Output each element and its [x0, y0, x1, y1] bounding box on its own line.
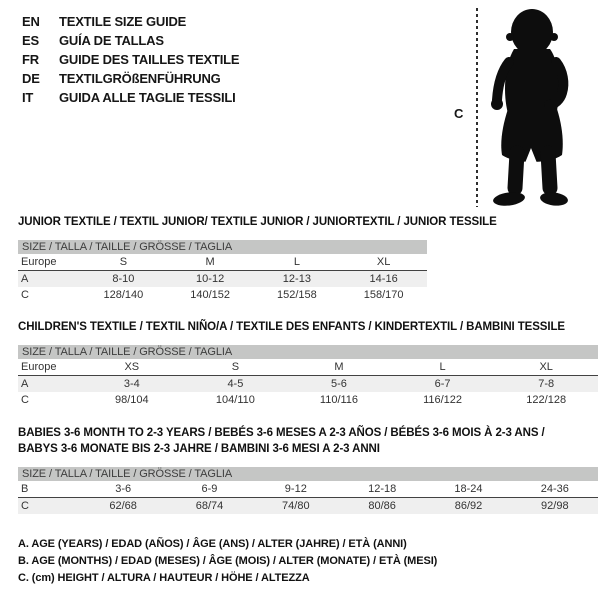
table-cell: L — [391, 359, 495, 376]
table-cell: 3-6 — [80, 481, 166, 498]
table-cell: S — [184, 359, 288, 376]
language-title: TEXTILE SIZE GUIDE — [59, 14, 187, 29]
table-cell: XL — [340, 254, 427, 271]
table-cell: 8-10 — [80, 271, 167, 288]
table-title-children — [18, 319, 598, 335]
junior-textile-section — [18, 214, 497, 303]
table-cell: L — [254, 254, 341, 271]
language-row — [22, 31, 239, 50]
table-cell: 104/110 — [215, 394, 255, 406]
language-row — [22, 12, 239, 31]
language-row — [22, 50, 239, 69]
table-cell: M — [167, 254, 254, 271]
table-cell: 68/74 — [166, 498, 252, 515]
table-cell: 14-16 — [340, 271, 427, 288]
language-title: TEXTILGRÖßENFÜHRUNG — [59, 71, 221, 86]
children-size-table — [18, 359, 598, 408]
table-cell: 74/80 — [253, 498, 339, 515]
table-cell: 92/98 — [512, 498, 598, 515]
table-row — [18, 498, 598, 515]
height-dotted-line — [476, 8, 478, 207]
language-code: IT — [22, 90, 34, 105]
table-row — [18, 254, 427, 271]
table-cell: 98/104 — [114, 394, 149, 406]
table-cell: S — [80, 254, 167, 271]
row-label: C — [21, 289, 29, 301]
table-cell: 158/170 — [363, 289, 404, 301]
language-code: ES — [22, 33, 39, 48]
table-row — [18, 287, 427, 303]
table-cell: 86/92 — [425, 498, 511, 515]
height-measure-label: C — [454, 106, 464, 121]
table-cell: 7-8 — [494, 376, 598, 393]
table-cell: 5-6 — [287, 376, 391, 393]
table-cell: 12-18 — [339, 481, 425, 498]
language-code: FR — [22, 52, 39, 67]
table-cell: 24-36 — [512, 481, 598, 498]
footnote-line: B. AGE (MONTHS) / EDAD (MESES) / ÂGE (MOIS) / ALTER (MONATE) / ETÀ (MESI) — [18, 555, 438, 567]
table-row — [18, 481, 598, 498]
table-row — [18, 359, 598, 376]
language-code: DE — [22, 71, 40, 86]
footnote-line: A. AGE (YEARS) / EDAD (AÑOS) / ÂGE (ANS) / ALTER (JAHRE) / ETÀ (ANNI) — [18, 538, 407, 550]
height-figure — [440, 0, 600, 215]
table-cell: 18-24 — [425, 481, 511, 498]
table-cell: 62/68 — [80, 498, 166, 515]
language-title: GUIDA ALLE TAGLIE TESSILI — [59, 90, 236, 105]
table-cell: 6-9 — [166, 481, 252, 498]
table-cell: 6-7 — [391, 376, 495, 393]
table-cell: XL — [494, 359, 598, 376]
table-cell: 3-4 — [80, 376, 184, 393]
size-header-bar: SIZE / TALLA / TAILLE / GRÖSSE / TAGLIA — [18, 345, 598, 359]
language-row — [22, 69, 239, 88]
row-label: A — [18, 271, 80, 288]
row-label: C — [18, 498, 80, 515]
table-row — [18, 271, 427, 288]
language-title: GUIDE DES TAILLES TEXTILE — [59, 52, 240, 67]
row-label: B — [18, 481, 80, 498]
children-textile-section — [18, 319, 598, 408]
table-row — [18, 376, 598, 393]
size-header-bar: SIZE / TALLA / TAILLE / GRÖSSE / TAGLIA — [18, 467, 598, 481]
table-title-babies — [18, 425, 598, 457]
language-title: GUÍA DE TALLAS — [59, 33, 164, 48]
table-cell: 110/116 — [319, 394, 359, 406]
table-cell: 140/152 — [190, 289, 230, 301]
table-cell: 9-12 — [253, 481, 339, 498]
table-cell: 122/128 — [526, 394, 567, 406]
row-label: A — [18, 376, 80, 393]
table-cell: 116/122 — [423, 394, 463, 406]
junior-size-table — [18, 254, 427, 303]
table-cell: 128/140 — [103, 289, 144, 301]
row-label: Europe — [18, 254, 80, 271]
footnote-line: C. (cm) HEIGHT / ALTURA / HAUTEUR / HÖHE / ALTEZZA — [18, 572, 310, 584]
table-cell: 152/158 — [276, 289, 317, 301]
row-label: C — [21, 394, 29, 406]
babies-size-table — [18, 481, 598, 514]
language-code: EN — [22, 14, 40, 29]
table-cell: XS — [80, 359, 184, 376]
row-label: Europe — [18, 359, 80, 376]
baby-silhouette-icon — [486, 5, 598, 208]
table-cell: 80/86 — [339, 498, 425, 515]
language-list — [22, 12, 239, 107]
table-title-line: JUNIOR TEXTILE / TEXTIL JUNIOR/ TEXTILE JUNIOR / JUNIORTEXTIL / JUNIOR TESSILE — [18, 216, 497, 228]
table-title-junior — [18, 214, 497, 230]
table-cell: 12-13 — [254, 271, 341, 288]
size-header-bar: SIZE / TALLA / TAILLE / GRÖSSE / TAGLIA — [18, 240, 427, 254]
table-title-line: CHILDREN'S TEXTILE / TEXTIL NIÑO/A / TEXTILE DES ENFANTS / KINDERTEXTIL / BAMBINI TESSILE — [18, 321, 565, 333]
babies-textile-section — [18, 425, 598, 514]
table-title-line: BABYS 3-6 MONATE BIS 2-3 JAHRE / BAMBINI 3-6 MESI A 2-3 ANNI — [18, 443, 380, 455]
table-cell: M — [287, 359, 391, 376]
language-row — [22, 88, 239, 107]
footnotes — [18, 536, 437, 587]
table-row — [18, 392, 598, 408]
table-cell: 10-12 — [167, 271, 254, 288]
table-cell: 4-5 — [184, 376, 288, 393]
table-title-line: BABIES 3-6 MONTH TO 2-3 YEARS / BEBÉS 3-6 MESES A 2-3 AÑOS / BÉBÉS 3-6 MOIS À 2-3 ANS / — [18, 427, 545, 439]
